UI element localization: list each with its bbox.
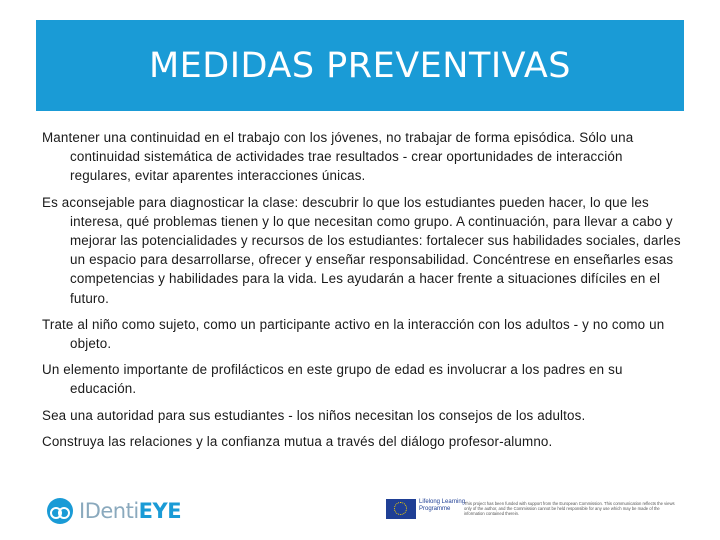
identieye-logo-icon bbox=[47, 498, 73, 524]
logo-text-main: IDenti bbox=[79, 499, 139, 523]
paragraph-child-as-subject: Trate al niño como sujeto, como un participante activo en la interacción con los adultos - y no como un objeto. bbox=[42, 316, 665, 352]
title-banner bbox=[36, 20, 684, 111]
slide-title: MEDIDAS PREVENTIVAS bbox=[148, 45, 572, 86]
slide-body bbox=[42, 128, 682, 458]
eu-flag-icon bbox=[386, 499, 416, 519]
paragraph-continuity: Mantener una continuidad en el trabajo con los jóvenes, no trabajar de forma episódica. Sólo una continuidad sistemática de actividades trae resultados - crear oportunidades de interacción regulares, evitar aparentes interacciones únicas. bbox=[42, 130, 634, 184]
program-label: Lifelong Learning Programme bbox=[419, 499, 466, 512]
identieye-logo bbox=[47, 496, 181, 526]
paragraph-involve-parents: Un elemento importante de profilácticos en este grupo de edad es involucrar a los padres en su educación. bbox=[42, 362, 623, 397]
paragraph-trust-dialogue: Construya las relaciones y la confianza mutua a través del diálogo profesor-alumno. bbox=[42, 433, 553, 449]
paragraph-diagnose-class: Es aconsejable para diagnosticar la clase: descubrir lo que los estudiantes pueden hacer, lo que les interesa, qué problemas tienen y lo que necesitan como grupo. A continuación, para llevar a cabo y mejorar las potencialidades y recursos de los estudiantes: fortalecer sus habilidades sociales, darles un espacio para desarrollarse, ofrecer y enseñar responsabilidad. Concéntrese en enseñarles esas competencias y habilidades para la vida. Les ayudarán a hacer frente a situaciones difíciles en el futuro. bbox=[42, 194, 681, 306]
logo-text-accent: EYE bbox=[138, 499, 182, 523]
paragraph-authority: Sea una autoridad para sus estudiantes - los niños necesitan los consejos de los adultos. bbox=[42, 407, 586, 423]
logo-wordmark bbox=[79, 499, 181, 523]
eu-disclaimer: This project has been funded with support from the European Commission. This communication reflects the views only of the author, and the Commission cannot be held responsible for any use which may be made of the information contained therein. bbox=[464, 501, 675, 517]
footer bbox=[0, 490, 720, 530]
